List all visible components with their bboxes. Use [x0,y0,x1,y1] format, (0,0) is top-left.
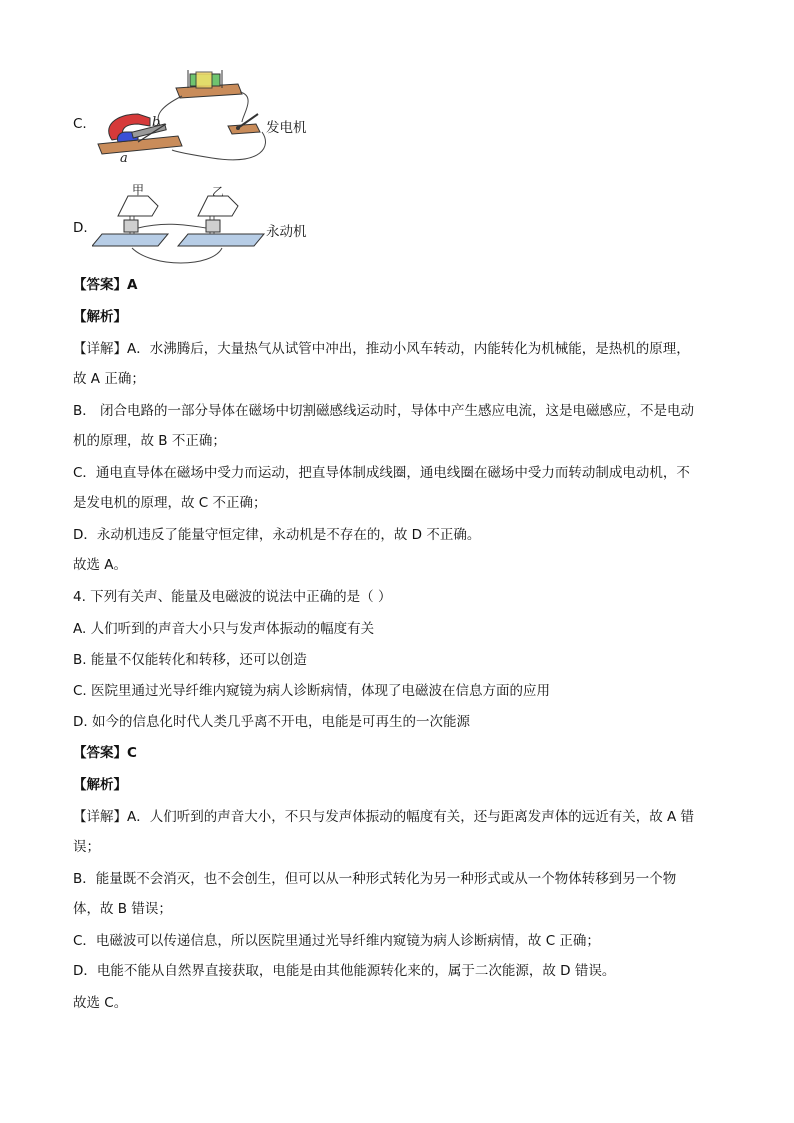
q3-b-line-1: B． 闭合电路的一部分导体在磁场中切割磁感线运动时，导体中产生感应电流，这是电磁感应，不是电动 [73,403,695,419]
q4-b-line-2: 体，故 B 错误； [73,901,172,917]
label-a: a [120,151,128,164]
q3-analysis: 【解析】 [73,309,127,325]
q4-option-c: C. 医院里通过光导纤维内窥镜为病人诊断病情，体现了电磁波在信息方面的应用 [73,683,551,699]
option-c-letter: C. [73,116,87,132]
q3-c-line-1: C．通电直导体在磁场中受力而运动，把直导体制成线圈，通电线圈在磁场中受力而转动制成电动机，不 [73,465,690,481]
label-jia: 甲 [132,183,145,197]
q3-answer: 【答案】A [73,277,138,293]
option-c-label: 发电机 [266,120,307,136]
option-d-letter: D. [73,220,88,236]
q4-detail-line-1: 【详解】A．人们听到的声音大小，不只与发声体振动的幅度有关，还与距离发声体的远近有关，故 A 错 [73,809,695,825]
generator-figure [92,66,282,164]
q4-d-line-1: D．电能不能从自然界直接获取，电能是由其他能源转化来的，属于二次能源，故 D 错误。 [73,963,616,979]
option-d-label: 永动机 [266,224,307,240]
q3-d-line-1: D．永动机违反了能量守恒定律，永动机是不存在的，故 D 不正确。 [73,527,481,543]
q4-option-d: D. 如今的信息化时代人类几乎离不开电，电能是可再生的一次能源 [73,714,470,730]
q4-option-a: A. 人们听到的声音大小只与发声体振动的幅度有关 [73,621,375,637]
q3-detail-line-1: 【详解】A．水沸腾后，大量热气从试管中冲出，推动小风车转动，内能转化为机械能，是热机的原理， [73,341,690,357]
q4-stem: 4. 下列有关声、能量及电磁波的说法中正确的是（ ） [73,589,392,605]
perpetual-motion-figure [92,182,270,268]
q3-b-line-2: 机的原理，故 B 不正确； [73,433,226,449]
q4-b-line-1: B．能量既不会消灭，也不会创生，但可以从一种形式转化为另一种形式或从一个物体转移到另一个物 [73,871,677,887]
q3-choose: 故选 A。 [73,557,128,573]
label-yi: 乙 [212,185,225,199]
q4-analysis: 【解析】 [73,777,127,793]
q3-detail-line-2: 故 A 正确； [73,371,145,387]
q4-choose: 故选 C。 [73,995,128,1011]
q4-c-line-1: C．电磁波可以传递信息，所以医院里通过光导纤维内窥镜为病人诊断病情，故 C 正确； [73,933,600,949]
q4-answer: 【答案】C [73,745,137,761]
q3-c-line-2: 是发电机的原理，故 C 不正确； [73,495,267,511]
q4-option-b: B. 能量不仅能转化和转移，还可以创造 [73,652,307,668]
label-b: b [152,115,161,130]
q4-detail-line-2: 误； [73,839,100,855]
